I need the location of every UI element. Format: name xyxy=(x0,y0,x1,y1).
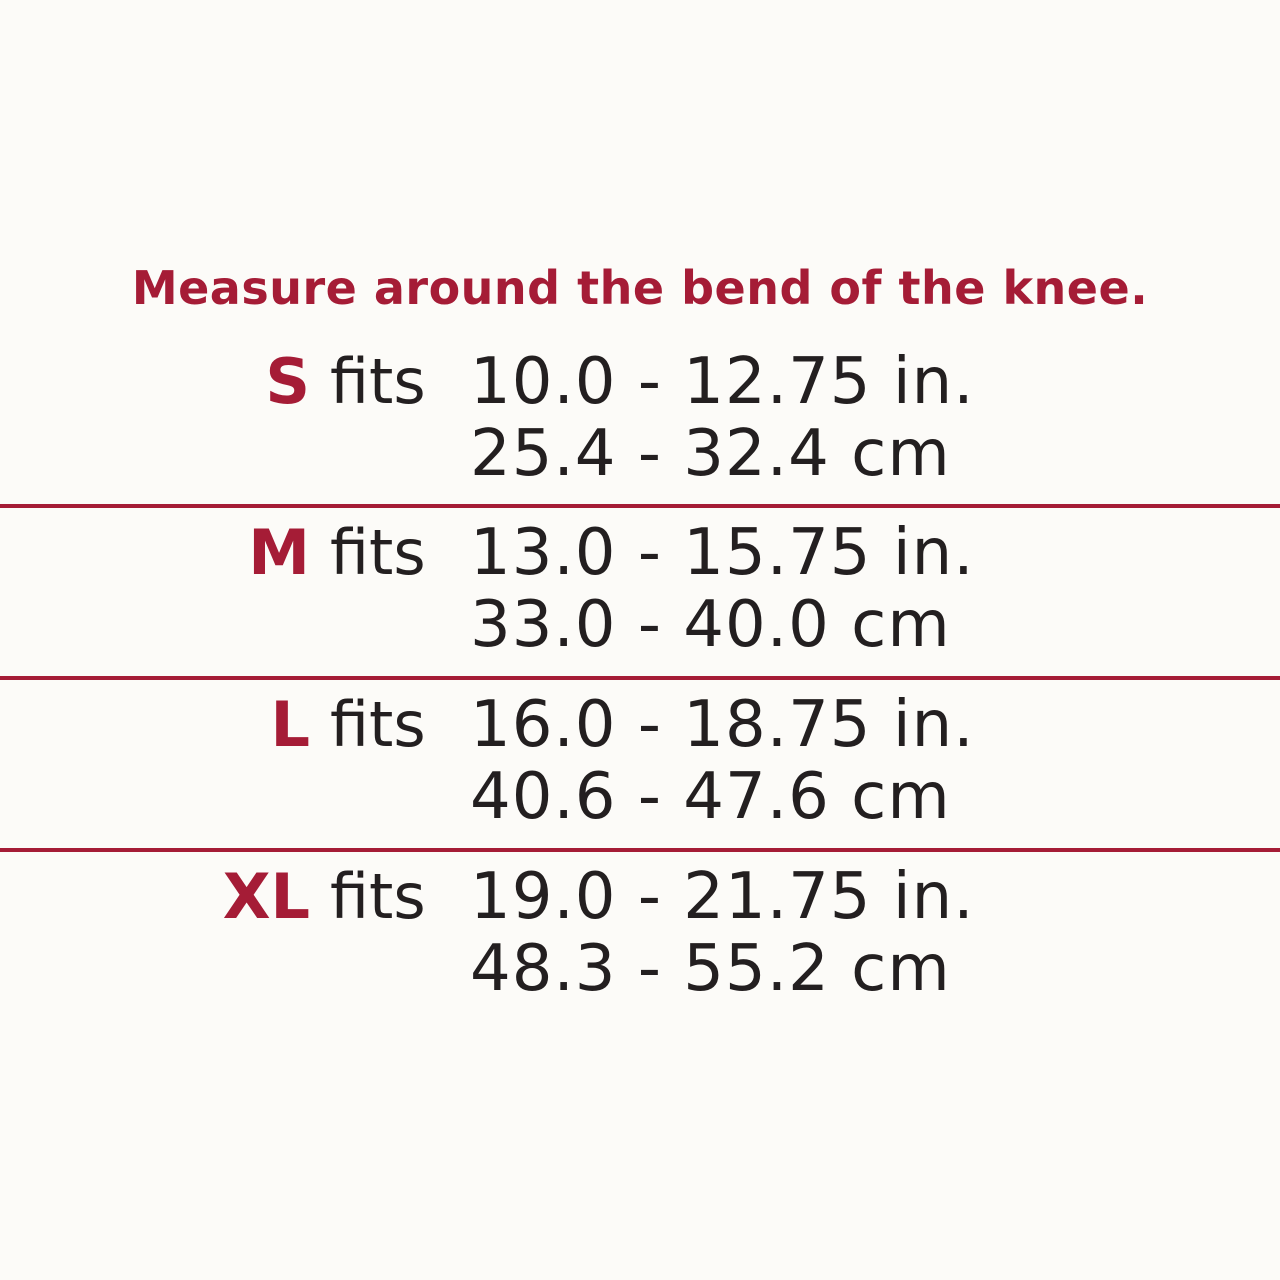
fits-label: fits xyxy=(330,860,426,933)
cm-range: 48.3 - 55.2 cm xyxy=(470,932,951,1006)
size-label: XL xyxy=(222,860,310,933)
size-row-s xyxy=(0,346,1280,496)
row-divider xyxy=(0,848,1280,852)
size-label: L xyxy=(270,688,310,761)
fits-label: fits xyxy=(330,345,426,418)
size-row-xl xyxy=(0,861,1280,1011)
row-divider xyxy=(0,504,1280,508)
size-label: S xyxy=(265,345,310,418)
inches-range: 16.0 - 18.75 in. xyxy=(470,688,975,762)
inches-range: 10.0 - 12.75 in. xyxy=(470,345,975,419)
size-row-m xyxy=(0,517,1280,667)
row-divider xyxy=(0,676,1280,680)
cm-range: 40.6 - 47.6 cm xyxy=(470,760,951,834)
fits-label: fits xyxy=(330,688,426,761)
measurement-instruction-heading: Measure around the bend of the knee. xyxy=(131,261,1149,315)
size-label: M xyxy=(248,516,310,589)
inches-range: 19.0 - 21.75 in. xyxy=(470,860,975,934)
cm-range: 33.0 - 40.0 cm xyxy=(470,588,951,662)
size-row-l xyxy=(0,689,1280,839)
cm-range: 25.4 - 32.4 cm xyxy=(470,417,951,491)
inches-range: 13.0 - 15.75 in. xyxy=(470,516,975,590)
fits-label: fits xyxy=(330,516,426,589)
